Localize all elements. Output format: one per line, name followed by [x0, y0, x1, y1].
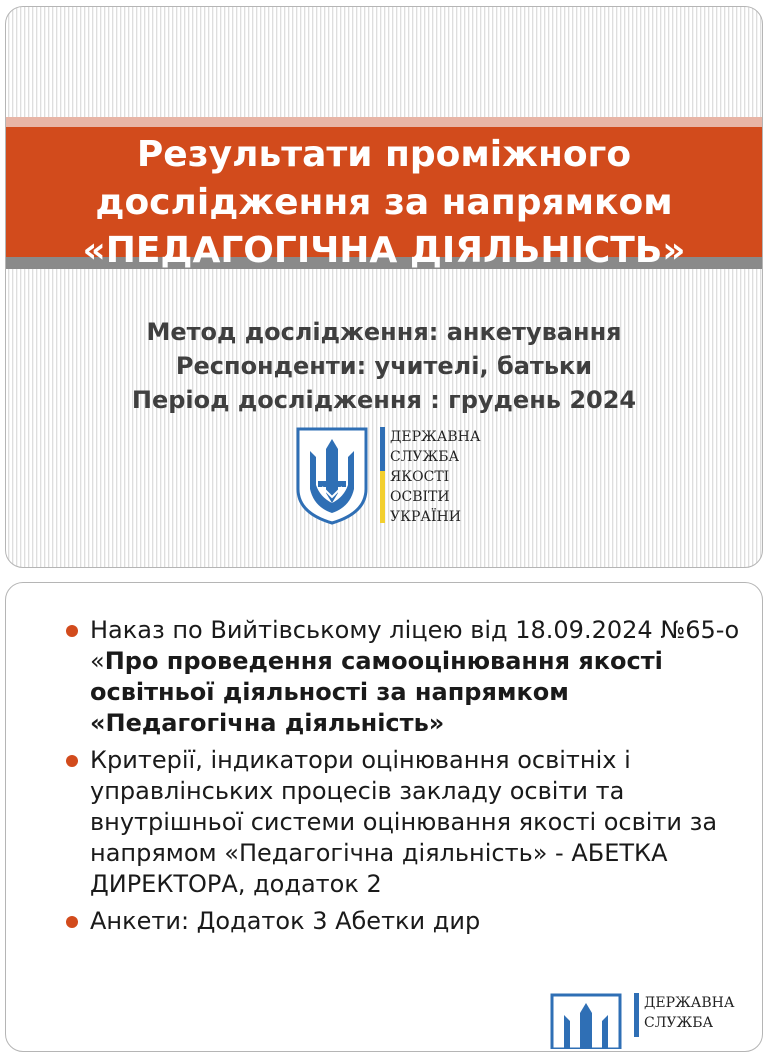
bullet-list [64, 615, 744, 943]
title-line-1: Результати проміжного [136, 134, 632, 175]
slide-title [6, 131, 762, 275]
logo-color-bar [380, 427, 385, 523]
state-service-logo [292, 423, 480, 527]
title-top-strip [6, 117, 762, 127]
trident-emblem-icon [546, 989, 626, 1049]
subtitle-respondents: Респонденти: учителі, батьки [175, 352, 593, 380]
bullet-dot-icon [66, 755, 78, 767]
title-line-2: дослідження за напрямком [95, 182, 673, 223]
title-slide [5, 6, 763, 568]
content-slide [5, 582, 763, 1052]
bullet-surveys [64, 906, 744, 937]
bullet-criteria-text: Критерії, індикатори оцінювання освітніх і управлінських процесів закладу освіти та внутрішньої системи оцінювання якості освіти за напрямом «Педагогічна діяльність» - АБЕТКА ДИРЕКТОРА, додаток 2 [90, 746, 718, 898]
logo-text: ДЕРЖАВНА СЛУЖБА [644, 995, 735, 1031]
bullet-order-bold: Про проведення самооцінювання якості освітньої діяльності за напрямком «Педагогічна діяльність» [90, 647, 663, 737]
trident-emblem-icon [292, 423, 372, 527]
state-service-logo-small [538, 983, 742, 1049]
bullet-dot-icon [66, 625, 78, 637]
bullet-order [64, 615, 744, 739]
bullet-surveys-text: Анкети: Додаток 3 Абетки дир [90, 907, 481, 935]
bullet-dot-icon [66, 916, 78, 928]
logo-color-bar [634, 993, 639, 1037]
subtitle-method: Метод дослідження: анкетування [146, 318, 622, 346]
title-line-3: «ПЕДАГОГІЧНА ДІЯЛЬНІСТЬ» [82, 230, 686, 271]
bullet-order-text: Наказ по Вийтівському ліцею від 18.09.2024 №65-о « [90, 616, 740, 675]
logo-text: ДЕРЖАВНА СЛУЖБА ЯКОСТІ ОСВІТИ УКРАЇНИ [390, 429, 481, 525]
bullet-criteria [64, 745, 744, 900]
subtitle-period: Період дослідження : грудень 2024 [131, 386, 637, 414]
slide-subtitle [6, 315, 762, 417]
